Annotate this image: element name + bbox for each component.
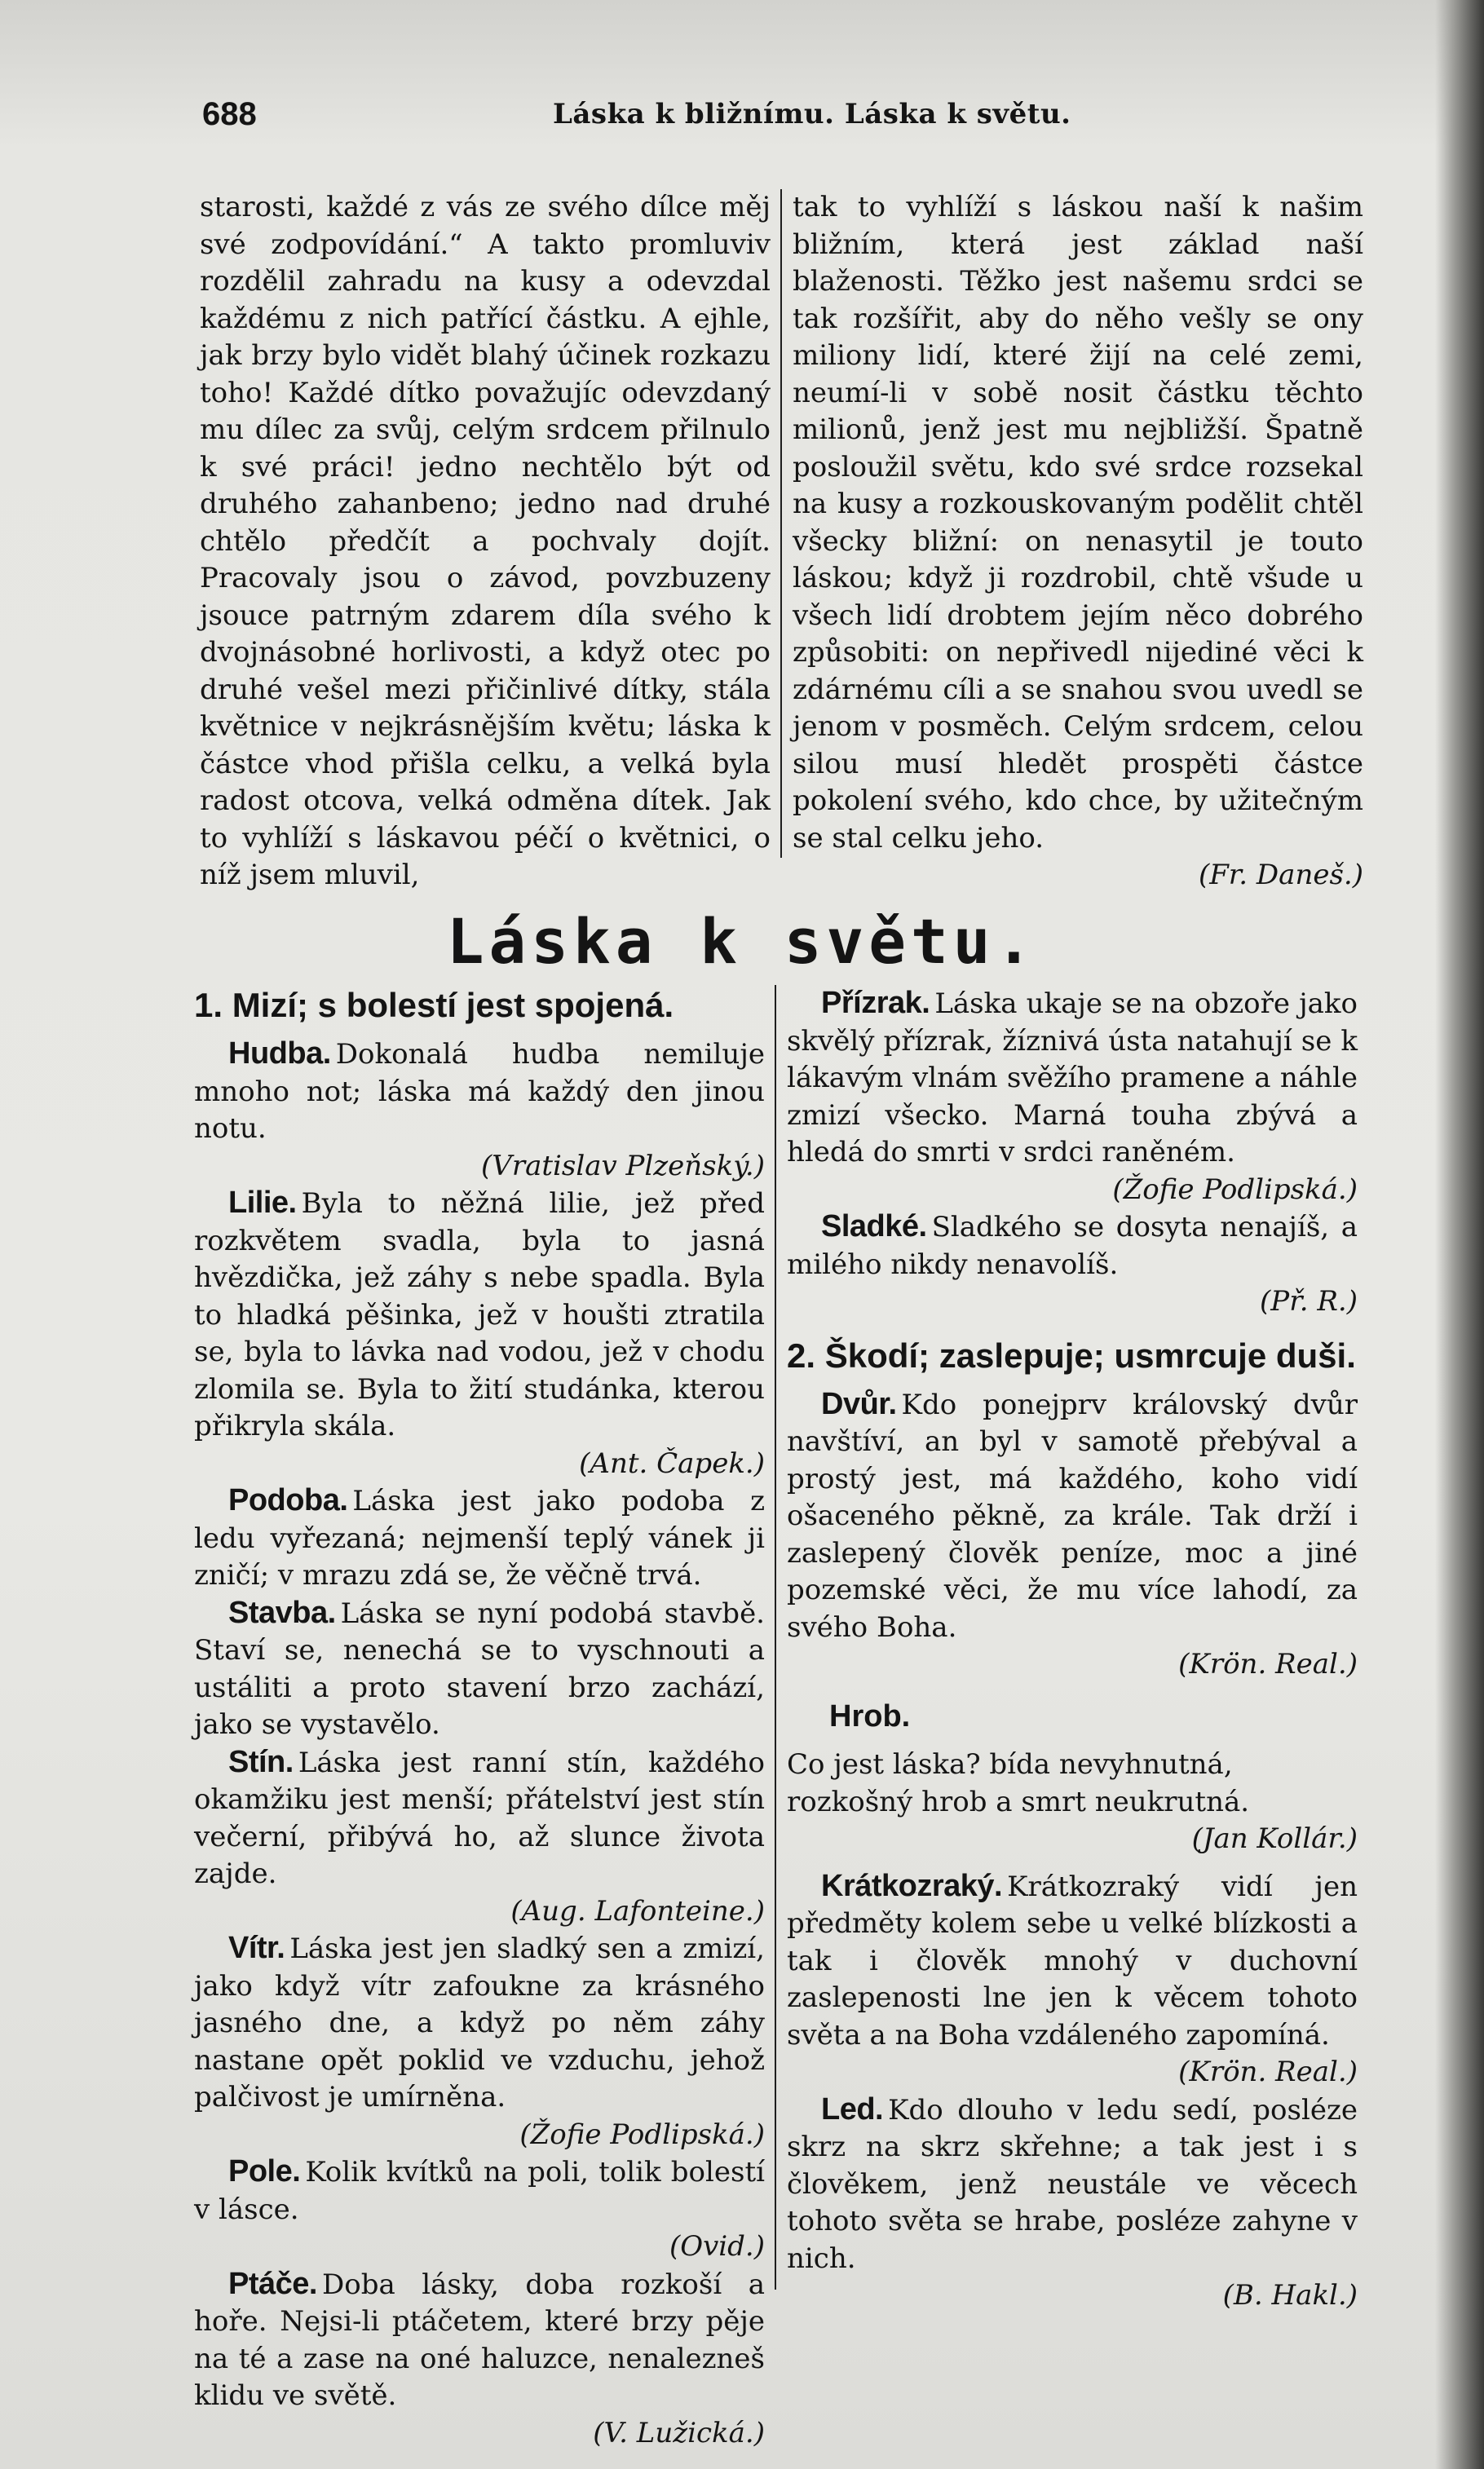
attribution: (Žofie Podlipská.) <box>1112 1173 1358 1206</box>
entry-text: Krátkozraký vidí jen předměty kolem sebe u velké blízkosti a tak i člověk mnohý v duchovní zaslepenosti lne jen k věcem tohoto světa a na Boha vzdáleného zapomíná. <box>787 1870 1358 2052</box>
entry-term: Led. <box>821 2091 884 2127</box>
attribution: (Př. R.) <box>1260 1285 1358 1318</box>
entry-text: Láska jest jako podoba z ledu vyřezaná; nejmenší teplý vánek ji zničí; v mrazu zdá se, že věčně trvá. <box>194 1485 765 1592</box>
top-left-column <box>200 189 771 894</box>
entry-term: Podoba. <box>228 1483 348 1517</box>
entry-text: Kolik kvítků na poli, tolik bolestí v lásce. <box>194 2156 765 2226</box>
attribution: (Vratislav Plzeňský.) <box>481 1149 765 1182</box>
section-title: Láska k světu. <box>446 905 1038 978</box>
paragraph: starosti, každé z vás ze svého dílce měj své zodpovídání.“ A takto promluviv rozdělil zahradu na kusy a odevzdal každému z nich patřící částku. A ejhle, jak brzy bylo vidět blahý účinek rozkazu toho! Každé dítko považujíc odevzdaný mu dílec za svůj, celým srdcem přilnulo k své práci! jedno nechtělo být od druhého zahanbeno; jedno nad druhé chtělo předčít a pochvaly dojít. Pracovaly jsou o závod, povzbuzeny jsouce patrným zdarem díla svého k dvojnásobné horlivosti, a když otec po druhé vešel mezi přičinlivé dítky, stála květnice v nejkrásnějším květu; láska k částce vhod přišla celku, a velká byla radost otcova, velká odměna dítek. Jak to vyhlíží s láskavou péčí o květnici, o níž jsem mluvil, <box>200 191 771 891</box>
attribution: (Fr. Daneš.) <box>1198 859 1363 891</box>
attribution: (Krön. Real.) <box>1178 2056 1358 2088</box>
attribution: (V. Lužická.) <box>593 2416 765 2449</box>
verse-line: rozkošný hrob a smrt neukrutná. <box>787 1785 1250 1818</box>
dictionary-entry <box>787 1386 1358 1647</box>
entry-term: Hudba. <box>228 1036 331 1071</box>
entry-text: Kdo dlouho v ledu sedí, posléze skrz na skrz skřehne; a tak jest i s člověkem, jenž neustále ve věcech tohoto světa se hrabe, posléze zahyne v nich. <box>787 2093 1358 2275</box>
entry-term: Pole. <box>228 2154 301 2189</box>
entry-text: Láska ukaje se na obzoře jako skvělý přízrak, žíznivá ústa natahují se k lákavým vlnám svěžího pramene a náhle zmizí všecko. Marná touha zbývá a hledá do smrti v srdci raněném. <box>787 987 1358 1168</box>
attribution: (Jan Kollár.) <box>1191 1822 1358 1855</box>
attribution: (Aug. Lafonteine.) <box>510 1894 765 1928</box>
top-right-column <box>793 189 1363 894</box>
dictionary-entry <box>194 2266 765 2415</box>
entry-text: Kdo ponejprv královský dvůr navštíví, an byl v samotě přebýval a prostý jest, má každého, koho vidí ošaceného pěkně, za krále. Tak drží i zaslepený člověk peníze, moc a jiné pozemské věci, že mu více lahodí, za svého Boha. <box>787 1388 1358 1644</box>
entry-text: Láska se nyní podobá stavbě. Staví se, nenechá se to vyschnouti a ustáliti a proto stavení brzo zachází, jako se vystavělo. <box>194 1597 765 1741</box>
dictionary-entry <box>194 1036 765 1148</box>
subhead: 2. Škodí; zaslepuje; usmrcuje duši. <box>787 1336 1356 1375</box>
entry-term: Dvůr. <box>821 1386 897 1421</box>
entry-term: Lilie. <box>228 1186 297 1220</box>
dictionary-entry <box>194 1744 765 1893</box>
entry-term: Hrob. <box>829 1698 911 1734</box>
entry-term: Ptáče. <box>228 2266 317 2301</box>
entry-term: Vítr. <box>228 1931 285 1965</box>
entry-term: Přízrak. <box>821 986 930 1020</box>
dictionary-entry <box>787 1868 1358 2055</box>
attribution: (Krön. Real.) <box>1178 1648 1358 1681</box>
entry-text: Láska jest jen sladký sen a zmizí, jako když vítr zafoukne za krásného jasného dne, a když po něm záhy nastane opět poklid ve vzduchu, jehož palčivost je umírněna. <box>194 1932 765 2113</box>
entry-text: Byla to něžná lilie, jež před rozkvětem svadla, byla to jasná hvězdička, jež záhy s nebe spadla. Byla to hladká pěšinka, jež v houšti ztratila se, byla to lávka nad vodou, jež v chodu zlomila se. Byla to žití studánka, kterou přikryla skála. <box>194 1187 765 1442</box>
running-head <box>202 96 1344 145</box>
dictionary-entry <box>787 2091 1358 2278</box>
dictionary-entry <box>787 985 1358 1172</box>
paragraph: tak to vyhlíží s láskou naší k našim bližním, která jest základ naší blaženosti. Těžko jest našemu srdci se tak rozšířit, aby do něho vešly se ony miliony lidí, které žijí na celé zemi, neumí-li v sobě nosit částku těchto milionů, jenž jest mu nejbližší. Špatně posloužil světu, kdo své srdce rozsekal na kusy a rozkouskovaným podělit chtěl všecky bližní: on nenasytil je touto láskou; když ji rozdrobil, chtě všude u všech lidí drobtem jejím něco dobrého způsobiti: on nepřivedl nijediné věci k zdárnému cíli a se snahou svou uvedl se jenom v posměch. Celým srdcem, celou silou musí hledět prospěti částce pokolení svého, kdo chce, by užitečným se stal celku jeho. <box>793 191 1363 855</box>
entry-text: Láska jest ranní stín, každého okamžiku jest menší; přátelství jest stín večerní, přibývá ho, až slunce života zajde. <box>194 1746 765 1890</box>
column-rule <box>780 189 782 858</box>
entry-text: Sladkého se dosyta nenajíš, a milého nikdy nenavolíš. <box>787 1211 1358 1281</box>
dictionary-entry <box>194 1595 765 1744</box>
dictionary-entry <box>194 2153 765 2228</box>
dictionary-entry <box>194 1930 765 2117</box>
dictionary-entry <box>787 1208 1358 1283</box>
attribution: (Ant. Čapek.) <box>579 1447 765 1480</box>
attribution: (Ovid.) <box>669 2230 765 2263</box>
entry-term: Sladké. <box>821 1209 927 1243</box>
column-rule <box>775 985 776 2290</box>
page-number: 688 <box>202 96 257 132</box>
attribution: (Žofie Podlipská.) <box>519 2118 765 2151</box>
running-title: Láska k bližnímu. Láska k světu. <box>553 98 1071 130</box>
subhead: 1. Mizí; s bolestí jest spojená. <box>194 986 674 1024</box>
entry-term: Stín. <box>228 1744 294 1779</box>
dictionary-entry <box>194 1482 765 1595</box>
attribution: (B. Hakl.) <box>1222 2279 1358 2312</box>
page-edge-shadow <box>1435 0 1484 2469</box>
entry-term: Stavba. <box>228 1595 336 1630</box>
entry-term: Krátkozraký. <box>821 1868 1003 1903</box>
verse-line: Co jest láska? bída nevyhnutná, <box>787 1748 1233 1781</box>
right-column <box>787 985 1358 2315</box>
entry-text: Doba lásky, doba rozkoší a hoře. Nejsi-li ptáčetem, které brzy pěje na té a zase na oné haluzce, nenalezneš klidu ve světě. <box>194 2268 765 2412</box>
dictionary-entry <box>194 1185 765 1446</box>
left-column <box>194 985 765 2452</box>
entry-text: Dokonalá hudba nemiluje mnoho not; láska má každý den jinou notu. <box>194 1038 765 1145</box>
